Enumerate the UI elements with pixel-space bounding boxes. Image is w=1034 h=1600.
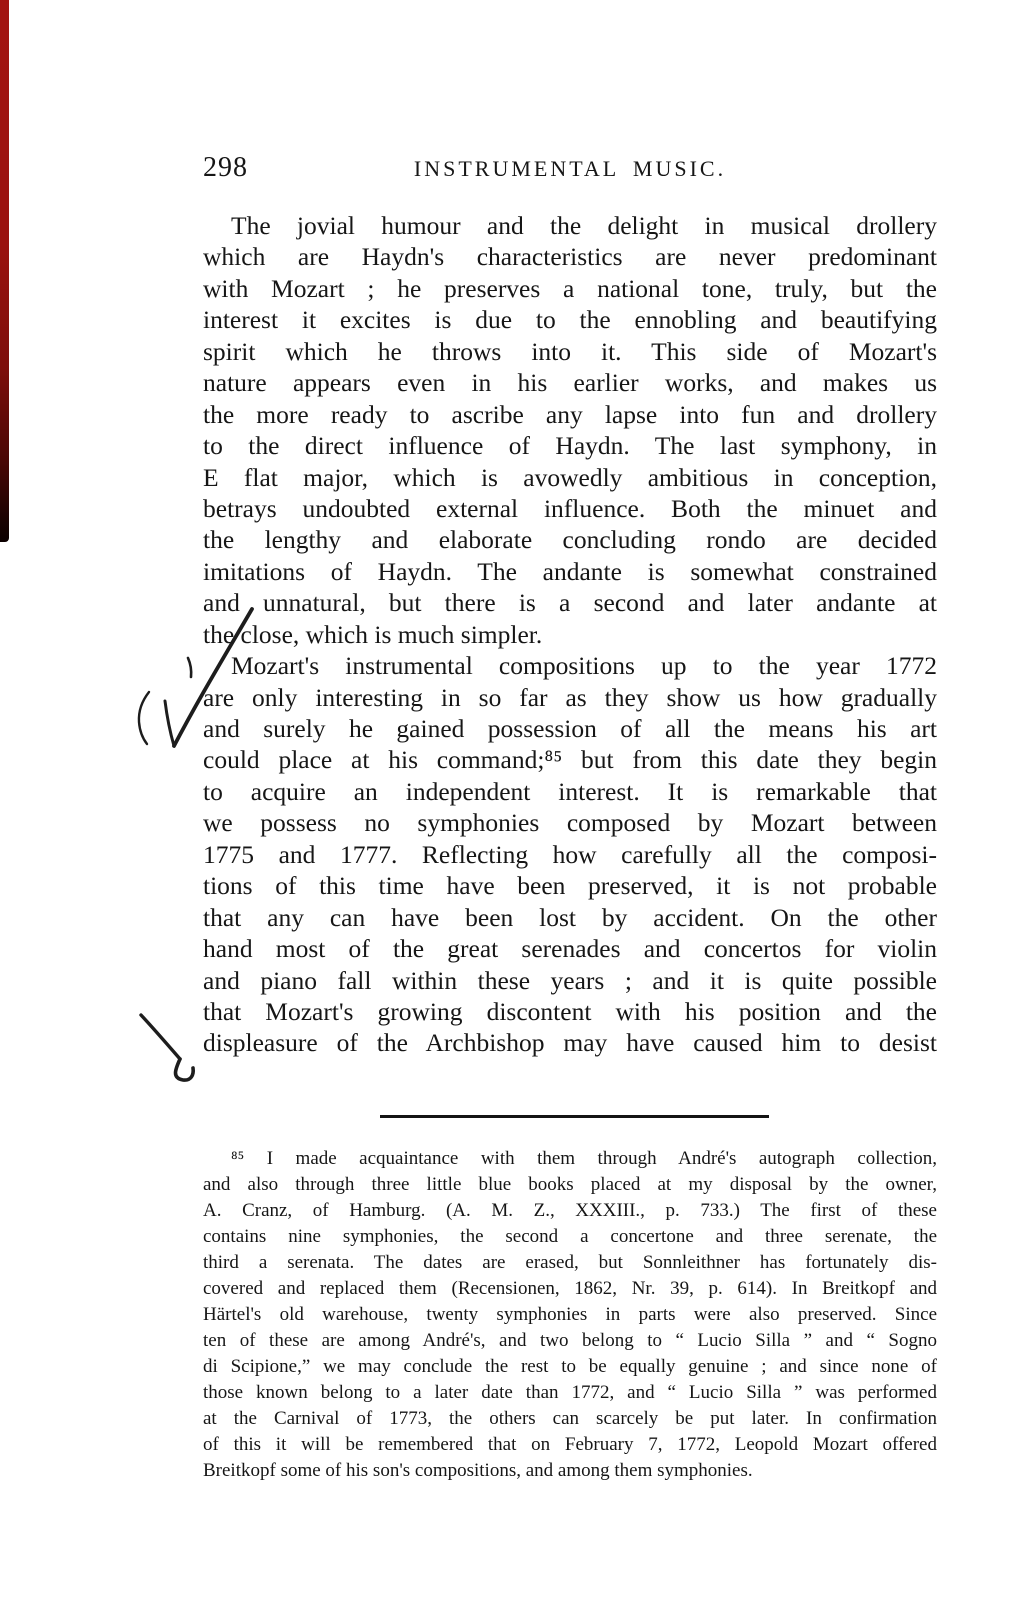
footnote-line: A. Cranz, of Hamburg. (A. M. Z., XXXIII., p. 733.) The first of these bbox=[203, 1200, 937, 1221]
text-line: which are Haydn's characteristics are never predominant bbox=[203, 242, 937, 272]
text-line: Mozart's instrumental compositions up to the year 1772 bbox=[231, 651, 937, 681]
footnote-text bbox=[203, 1146, 937, 1484]
footnote-line: ⁸⁵ I made acquaintance with them through André's autograph collection, bbox=[231, 1148, 937, 1169]
text-line: E flat major, which is avowedly ambitious in conception, bbox=[203, 462, 937, 492]
text-line: with Mozart ; he preserves a national tone, truly, but the bbox=[203, 273, 937, 303]
text-line: the more ready to ascribe any lapse into fun and drollery bbox=[203, 399, 937, 429]
text-line: nature appears even in his earlier works, and makes us bbox=[203, 368, 937, 398]
footnote-line: and also through three little blue books placed at my disposal by the owner, bbox=[203, 1174, 937, 1195]
page-header bbox=[203, 152, 937, 186]
handwritten-arrow bbox=[141, 1015, 193, 1080]
text-line: tions of this time have been preserved, it is not probable bbox=[203, 871, 937, 901]
text-line: to the direct influence of Haydn. The last symphony, in bbox=[203, 431, 937, 461]
footnote-line: third a serenata. The dates are erased, but Sonnleithner has fortunately dis- bbox=[203, 1252, 937, 1273]
footnote-separator bbox=[380, 1115, 769, 1118]
text-line: could place at his command;⁸⁵ but from this date they begin bbox=[203, 745, 937, 775]
footnote-line: of this it will be remembered that on February 7, 1772, Leopold Mozart offered bbox=[203, 1434, 937, 1455]
text-line: displeasure of the Archbishop may have caused him to desist bbox=[203, 1028, 937, 1058]
page-number: 298 bbox=[203, 152, 248, 183]
text-line: that Mozart's growing discontent with his position and the bbox=[203, 996, 937, 1026]
text-line: we possess no symphonies composed by Mozart between bbox=[203, 808, 937, 838]
footnote-line: di Scipione,” we may conclude the rest to be equally genuine ; and since none of bbox=[203, 1356, 937, 1377]
footnote-line: contains nine symphonies, the second a concertone and three serenate, the bbox=[203, 1226, 937, 1247]
text-line: interest it excites is due to the ennobling and beautifying bbox=[203, 305, 937, 335]
text-line: the close, which is much simpler. bbox=[203, 619, 543, 649]
text-line: to acquire an independent interest. It is remarkable that bbox=[203, 776, 937, 806]
text-line: 1775 and 1777. Reflecting how carefully all the composi- bbox=[203, 839, 937, 869]
text-line: that any can have been lost by accident. On the other bbox=[203, 902, 937, 932]
text-line: and unnatural, but there is a second and later andante at bbox=[203, 588, 937, 618]
text-line: The jovial humour and the delight in musical drollery bbox=[231, 211, 937, 240]
footnote-line: at the Carnival of 1773, the others can scarcely be put later. In confirmation bbox=[203, 1408, 937, 1429]
footnote-line: Härtel's old warehouse, twenty symphonies in parts were also preserved. Since bbox=[203, 1304, 937, 1325]
text-line: imitations of Haydn. The andante is somewhat constrained bbox=[203, 556, 937, 586]
text-line: are only interesting in so far as they show us how gradually bbox=[203, 682, 937, 712]
footnote-line: covered and replaced them (Recensionen, 1862, Nr. 39, p. 614). In Breitkopf and bbox=[203, 1278, 937, 1299]
text-line: and piano fall within these years ; and it is quite possible bbox=[203, 965, 937, 995]
running-title: INSTRUMENTAL MUSIC. bbox=[413, 156, 727, 181]
text-line: the lengthy and elaborate concluding rondo are decided bbox=[203, 525, 937, 555]
text-line: hand most of the great serenades and concertos for violin bbox=[203, 934, 937, 964]
footnote-line: ten of these are among André's, and two belong to “ Lucio Silla ” and “ Sogno bbox=[203, 1330, 937, 1351]
book-spine-edge bbox=[0, 0, 9, 542]
text-line: betrays undoubted external influence. Both the minuet and bbox=[203, 493, 937, 523]
footnote-line: Breitkopf some of his son's compositions, and among them symphonies. bbox=[203, 1460, 753, 1481]
text-line: and surely he gained possession of all the means his art bbox=[203, 714, 937, 743]
footnote-line: those known belong to a later date than 1772, and “ Lucio Silla ” was performed bbox=[203, 1382, 937, 1403]
body-text bbox=[203, 210, 937, 1059]
text-line: spirit which he throws into it. This side of Mozart's bbox=[203, 336, 937, 366]
